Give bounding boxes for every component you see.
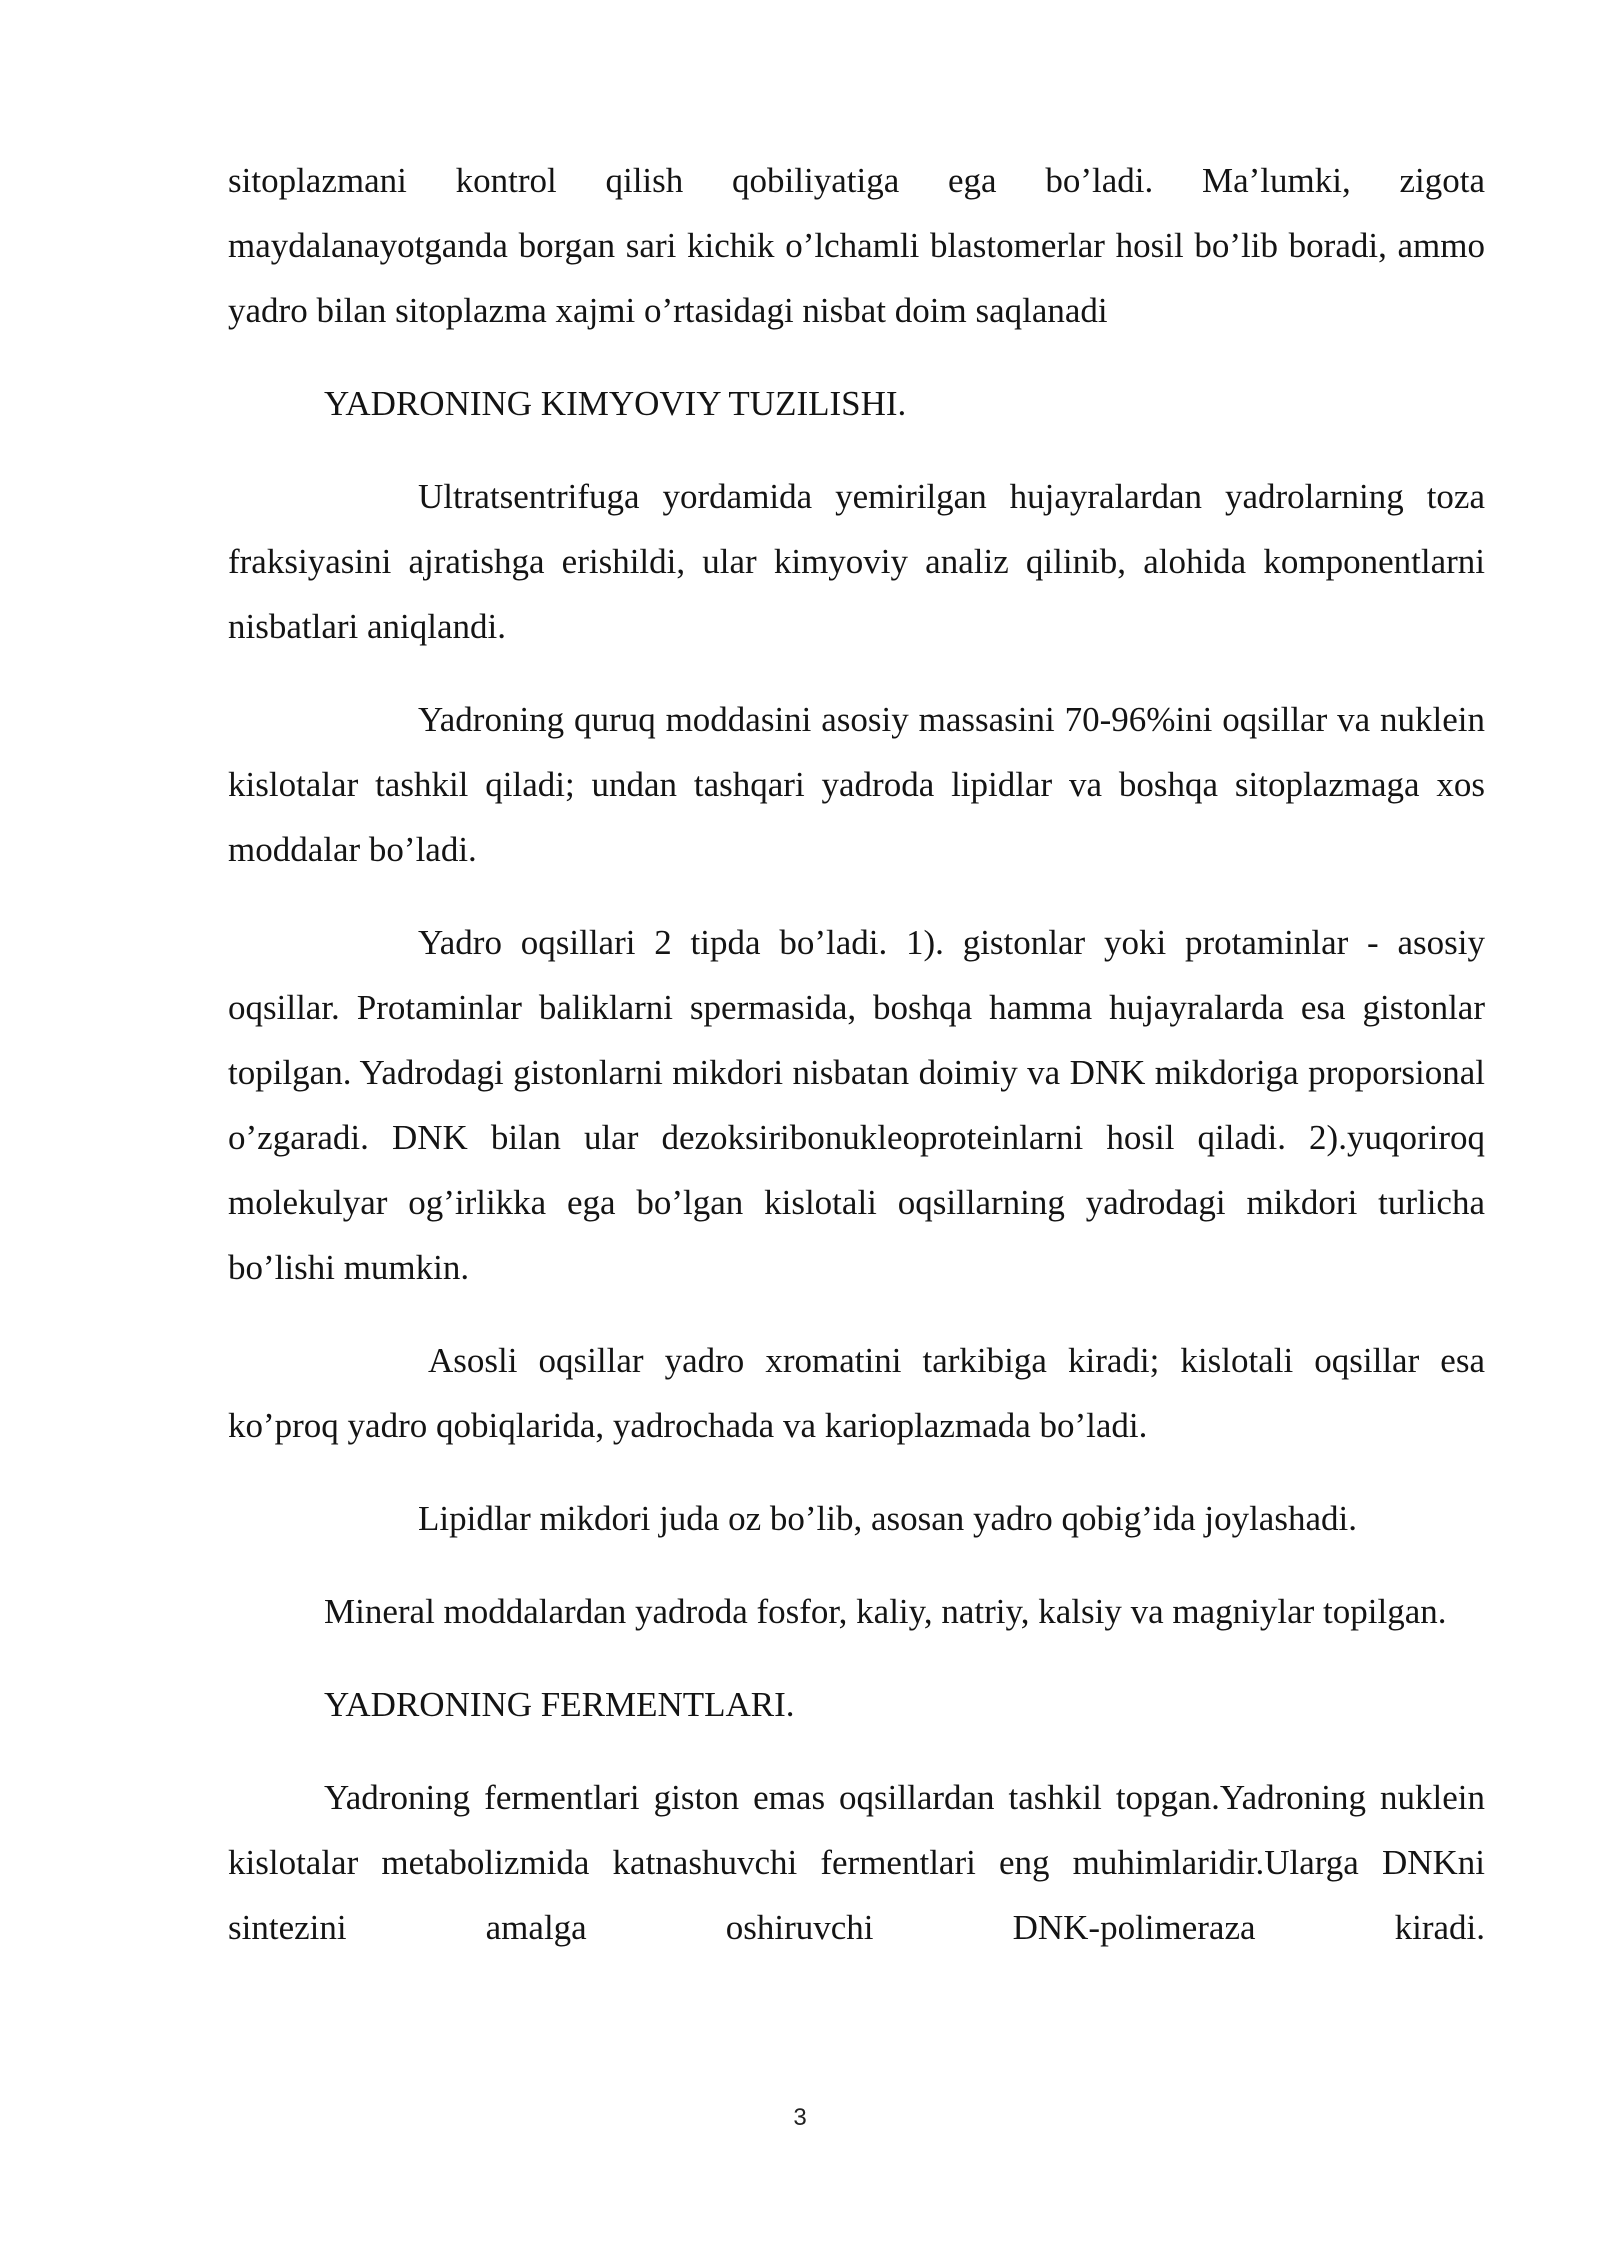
paragraph-continuation: sitoplazmani kontrol qilish qobiliyatiga ega bo’ladi. Ma’lumki, zigota maydalanayotganda borgan sari kichik o’lchamli blastomerlar hosil bo’lib boradi, ammo yadro bilan sitoplazma xajmi o’rtasidagi nisbat doim saqlanadi [228, 161, 1485, 330]
paragraph-ultracentrifuge: Ultratsentrifuga yordamida yemirilgan hujayralardan yadrolarning toza fraksiyasini ajratishga erishildi, ular kimyoviy analiz qilinib, alohida komponentlarni nisbatlari aniqlandi. [228, 477, 1485, 646]
paragraph-basic-proteins: Asosli oqsillar yadro xromatini tarkibiga kiradi; kislotali oqsillar esa ko’proq yadro qobiqlarida, yadrochada va karioplazmada bo’ladi. [228, 1341, 1485, 1445]
paragraph-enzymes: Yadroning fermentlari giston emas oqsillardan tashkil topgan.Yadroning nuklein kislotalar metabolizmida katnashuvchi fermentlari eng muhimlaridir.Ularga DNKni sintezini amalga oshiruvchi DNK-polimeraza kiradi. [228, 1778, 1485, 1947]
paragraph-lipids: Lipidlar mikdori juda oz bo’lib, asosan yadro qobig’ida joylashadi. [418, 1499, 1357, 1538]
paragraph-nuclear-proteins: Yadro oqsillari 2 tipda bo’ladi. 1). gistonlar yoki protaminlar - asosiy oqsillar. Protaminlar baliklarni spermasida, boshqa hamma hujayralarda esa gistonlar topilgan. Yadrodagi gistonlarni mikdori nisbatan doimiy va DNK mikdoriga proporsional o’zgaradi. DNK bilan ular dezoksiribonukleoproteinlarni hosil qiladi. 2).yuqoriroq molekulyar og’irlikka ega bo’lgan kislotali oqsillarning yadrodagi mikdori turlicha bo’lishi mumkin. [228, 923, 1485, 1287]
page-body [228, 148, 1485, 1988]
section-heading-chemical-structure: YADRONING KIMYOVIY TUZILISHI. [324, 384, 907, 423]
paragraph-minerals: Mineral moddalardan yadroda fosfor, kaliy, natriy, kalsiy va magniylar topilgan. [324, 1592, 1447, 1631]
paragraph-dry-matter: Yadroning quruq moddasini asosiy massasini 70-96%ini oqsillar va nuklein kislotalar tashkil qiladi; undan tashqari yadroda lipidlar va boshqa sitoplazmaga xos moddalar bo’ladi. [228, 700, 1485, 869]
page-number: 3 [793, 2104, 807, 2131]
section-heading-enzymes: YADRONING FERMENTLARI. [324, 1685, 795, 1724]
